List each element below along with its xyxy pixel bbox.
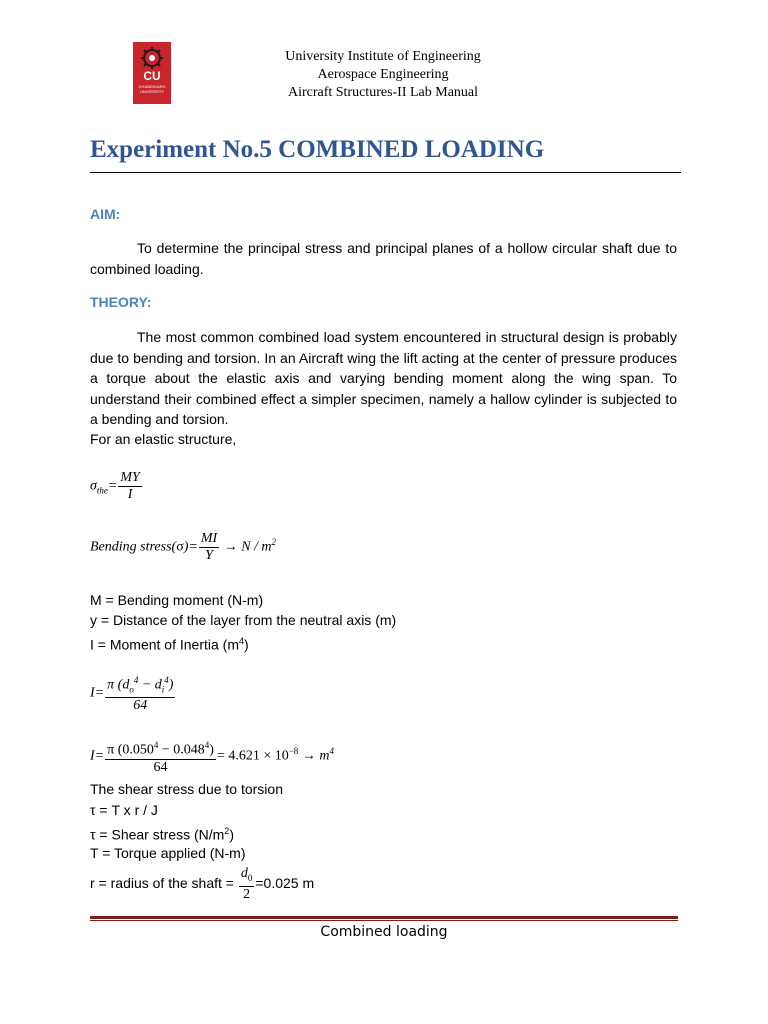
radius-numerator: $d_0$	[239, 866, 255, 887]
equation-stress: $\sigma_{the}=$ $\frac{MY}{I}$	[90, 470, 140, 502]
equation-inertia-formula: I= $\frac{\pi (d_o^4 - d_i^4)}{64}$	[90, 672, 176, 714]
title-divider	[90, 172, 681, 173]
eq2-lhs: Bending stress	[90, 539, 172, 555]
def-inertia-close: )	[244, 636, 249, 653]
eq4-fraction	[105, 737, 216, 776]
eq2-numerator: MI	[200, 531, 218, 546]
def-torque: T = Torque applied (N-m)	[90, 845, 246, 861]
page-title: Experiment No.5 COMBINED LOADING	[90, 136, 545, 163]
logo-subtext: CHANDIGARH UNIVERSITY	[138, 84, 166, 94]
eq3-denominator: 64	[133, 698, 148, 714]
header-manual: Aircraft Structures-II Lab Manual	[287, 85, 479, 100]
footer-divider	[90, 916, 678, 919]
equation-inertia-value: I= $\frac{\pi (0.050^4 - 0.048^4)}{64}$ = $4.621 \times 10^{-8} \to m^4$	[90, 737, 334, 776]
torsion-title: The shear stress due to torsion	[90, 781, 283, 797]
header-department: Aerospace Engineering	[317, 67, 449, 82]
def-inertia-text: I = Moment of Inertia (m	[90, 636, 239, 653]
def-inertia-exp: 4	[239, 636, 245, 646]
eq1-lhs: σ	[90, 478, 97, 494]
eq2-fraction	[199, 531, 219, 564]
def-distance: y = Distance of the layer from the neutral axis (m)	[90, 612, 397, 628]
aim-heading: AIM:	[90, 206, 121, 222]
eq4-numerator: π $(0.050^4 - 0.048^4)$	[105, 737, 216, 760]
theory-text: The most common combined load system encountered in structural design is probably due to bending and torsion. In an Aircraft wing the lift acting at the center of pressure produces a torque about the elastic axis and varying bending moment along the wing span. To understand their combined effect a simpler specimen, namely a hallow cylinder is subjected to a bending and torsion.	[90, 329, 677, 427]
radius-denominator: 2	[243, 886, 251, 902]
university-logo	[133, 42, 171, 104]
eq2-sigma: σ	[176, 539, 184, 555]
gear-emblem-icon	[139, 46, 165, 70]
eq3-numerator: π $(d_o^4 - d_i^4)$	[105, 672, 175, 698]
equation-bending-stress: Bending stress(σ)= $\frac{MI}{Y}$ → N / $m^2$	[90, 531, 277, 563]
eq4-lhs: I	[90, 748, 95, 764]
eq2-unit-exp: 2	[271, 537, 277, 548]
eq3-fraction	[105, 672, 175, 714]
radius-value: =0.025 m	[255, 875, 315, 892]
def-bending-moment: M = Bending moment (N-m)	[90, 592, 264, 608]
header-institute: University Institute of Engineering	[285, 49, 481, 64]
eq2-unit: N / m	[241, 539, 272, 555]
eq4-result: = 4.621 × 10	[216, 748, 289, 764]
footer-divider-thin	[90, 920, 678, 921]
eq3-lhs: I	[90, 685, 95, 701]
eq2-denominator: Y	[205, 548, 213, 563]
eq4-denominator: 64	[153, 759, 168, 775]
aim-text: To determine the principal stress and principal planes of a hollow circular shaft due to combined loading.	[90, 240, 677, 277]
eq1-numerator: MY	[120, 470, 140, 485]
def-radius-text: r = radius of the shaft =	[90, 875, 238, 892]
radius-fraction	[239, 866, 255, 903]
elastic-intro: For an elastic structure,	[90, 431, 237, 447]
def-radius	[90, 866, 314, 903]
eq1-denominator: I	[127, 487, 133, 502]
eq1-fraction	[118, 470, 141, 503]
torsion-formula: τ = T x r / J	[90, 802, 158, 818]
eq1-lhs-sub: the	[96, 485, 108, 496]
theory-heading: THEORY:	[90, 294, 152, 310]
footer-text: Combined loading	[320, 924, 448, 940]
def-inertia	[90, 632, 249, 654]
def-shear-stress: τ = Shear stress $(N/m^2)$	[90, 826, 234, 843]
eq4-result-exp: −8	[288, 745, 299, 756]
logo-text: CU	[143, 69, 161, 83]
eq4-unit-exp: 4	[329, 745, 334, 756]
eq4-unit: → m	[298, 748, 330, 764]
